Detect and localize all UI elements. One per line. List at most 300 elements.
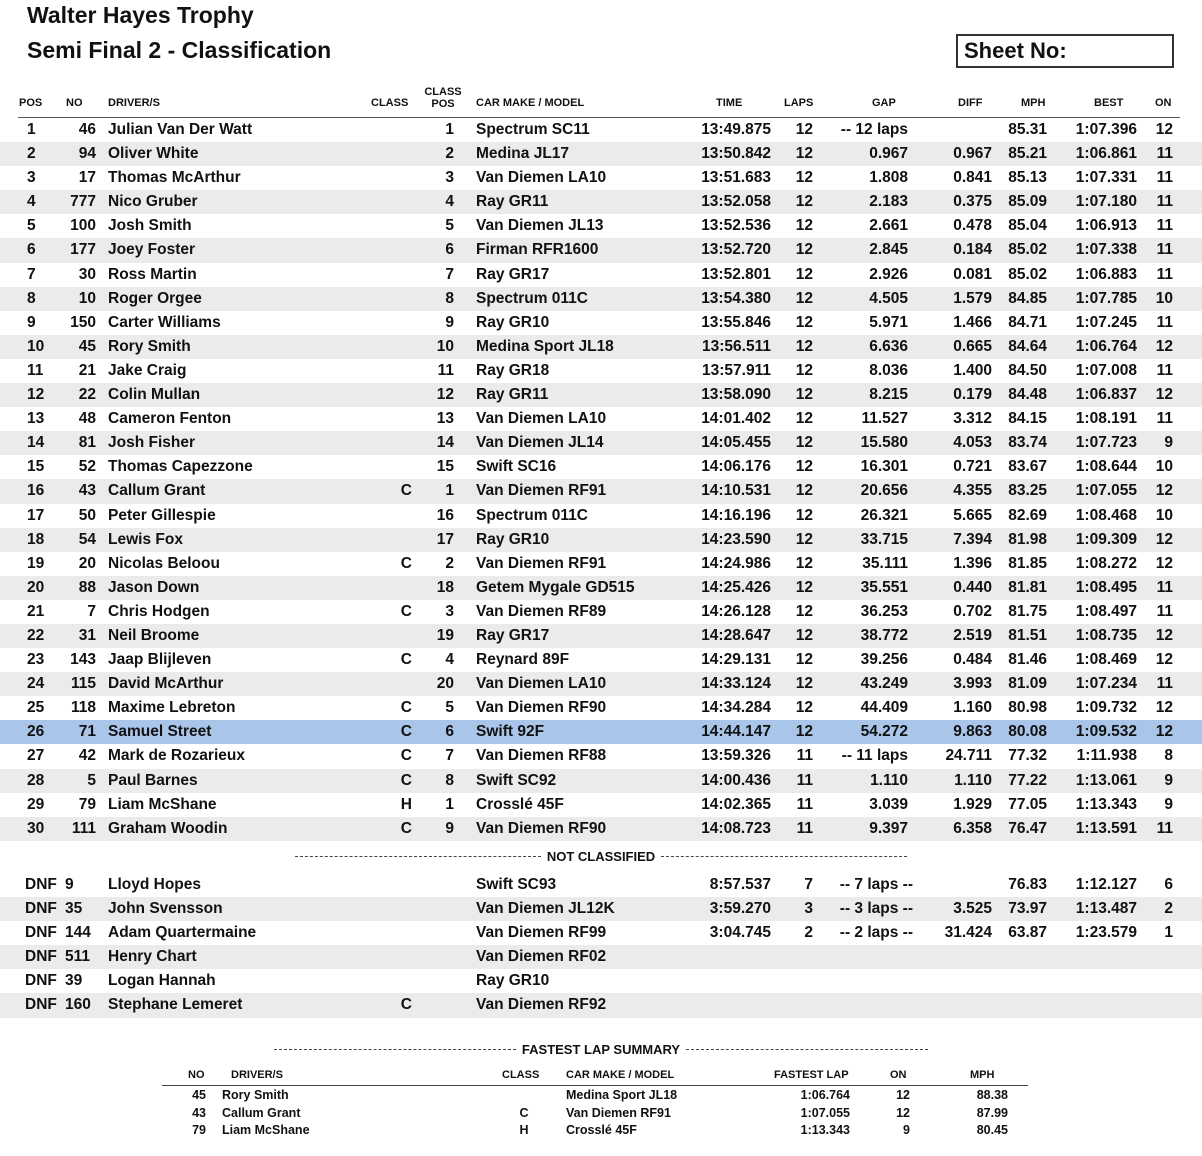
time-cell: 13:54.380 — [701, 289, 771, 307]
mph-cell: 84.50 — [1008, 361, 1047, 379]
laps-cell: 2 — [804, 924, 813, 942]
mph-cell: 84.71 — [1008, 313, 1047, 331]
table-row — [0, 190, 1202, 214]
car-number-cell: 79 — [78, 795, 96, 813]
table-row — [0, 720, 1202, 744]
mph-cell: 85.13 — [1008, 169, 1047, 187]
mph-cell: 63.87 — [1008, 924, 1047, 942]
pos-cell: 23 — [27, 651, 45, 669]
time-cell: 14:44.147 — [701, 723, 771, 741]
class-pos-cell: 7 — [445, 265, 454, 283]
fl-col-class: CLASS — [502, 1069, 540, 1081]
on-lap-cell: 12 — [896, 1088, 910, 1102]
table-row — [0, 600, 1202, 624]
fl-col-fastest: FASTEST LAP — [774, 1069, 849, 1081]
on-lap-cell: 12 — [1155, 386, 1173, 404]
car-number-cell: 50 — [78, 506, 96, 524]
mph-cell: 83.67 — [1008, 458, 1047, 476]
diff-cell: 3.525 — [953, 900, 992, 918]
time-cell: 14:05.455 — [701, 434, 771, 452]
gap-cell: 8.215 — [869, 386, 908, 404]
table-row — [0, 479, 1202, 503]
on-lap-cell: 11 — [1156, 578, 1173, 596]
mph-cell: 80.98 — [1008, 699, 1047, 717]
fl-col-no: NO — [188, 1069, 205, 1081]
table-row — [0, 696, 1202, 720]
mph-cell: 81.81 — [1008, 578, 1047, 596]
pos-cell: 2 — [27, 145, 36, 163]
car-model-cell: Spectrum 011C — [476, 506, 588, 524]
time-cell: 14:26.128 — [701, 602, 771, 620]
best-lap-cell: 1:06.913 — [1075, 217, 1137, 235]
diff-cell: 0.841 — [953, 169, 992, 187]
time-cell: 14:00.436 — [701, 771, 771, 789]
gap-cell: 16.301 — [860, 458, 908, 476]
gap-cell: 8.036 — [869, 361, 908, 379]
time-cell: 13:52.058 — [701, 193, 771, 211]
time-cell: 3:59.270 — [709, 900, 771, 918]
diff-cell: 3.993 — [953, 675, 992, 693]
driver-cell: Josh Fisher — [108, 434, 195, 452]
table-row — [0, 359, 1202, 383]
divider-dash-right — [661, 856, 907, 857]
results-table-body — [0, 118, 1202, 841]
on-lap-cell: 11 — [1156, 361, 1173, 379]
pos-cell: 17 — [27, 506, 45, 524]
col-class-pos-line1: CLASS — [424, 86, 462, 98]
laps-cell: 12 — [795, 699, 813, 717]
class-pos-cell: 9 — [445, 819, 454, 837]
not-classified-label: NOT CLASSIFIED — [546, 849, 656, 865]
class-pos-cell: 10 — [436, 337, 454, 355]
car-model-cell: Van Diemen RF92 — [476, 996, 607, 1014]
table-row — [0, 624, 1202, 648]
driver-cell: Henry Chart — [108, 948, 197, 966]
gap-cell: 43.249 — [860, 675, 908, 693]
car-model-cell: Firman RFR1600 — [476, 241, 599, 259]
driver-cell: Samuel Street — [108, 723, 212, 741]
driver-cell: Paul Barnes — [108, 771, 198, 789]
pos-cell: 15 — [27, 458, 45, 476]
pos-cell: 20 — [27, 578, 45, 596]
diff-cell: 6.358 — [953, 819, 992, 837]
pos-cell: 18 — [27, 530, 45, 548]
laps-cell: 11 — [796, 747, 813, 765]
laps-cell: 12 — [795, 651, 813, 669]
car-number-cell: 79 — [192, 1123, 206, 1137]
gap-cell: -- 3 laps -- — [839, 900, 913, 918]
car-model-cell: Van Diemen RF90 — [476, 819, 607, 837]
pos-cell: 4 — [27, 193, 36, 211]
car-number-cell: 115 — [70, 675, 96, 693]
driver-cell: Josh Smith — [108, 217, 192, 235]
mph-cell: 85.09 — [1008, 193, 1047, 211]
fastest-lap-row — [0, 1105, 1202, 1123]
best-lap-cell: 1:07.055 — [1075, 482, 1137, 500]
on-lap-cell: 11 — [1156, 313, 1173, 331]
time-cell: 13:52.801 — [701, 265, 771, 283]
driver-cell: Jason Down — [108, 578, 200, 596]
driver-cell: Peter Gillespie — [108, 506, 216, 524]
class-pos-cell: 5 — [445, 699, 454, 717]
diff-cell: 5.665 — [953, 506, 992, 524]
driver-cell: Jaap Blijleven — [108, 651, 212, 669]
car-model-cell: Crosslé 45F — [476, 795, 564, 813]
driver-cell: Stephane Lemeret — [108, 996, 243, 1014]
best-lap-cell: 1:07.331 — [1075, 169, 1137, 187]
car-number-cell: 17 — [78, 169, 96, 187]
diff-cell: 4.053 — [953, 434, 992, 452]
diff-cell: 1.400 — [953, 361, 992, 379]
pos-cell: 9 — [27, 313, 36, 331]
on-lap-cell: 6 — [1164, 876, 1173, 893]
fastest-lap-label: FASTEST LAP SUMMARY — [521, 1042, 681, 1058]
driver-cell: Nicolas Beloou — [108, 554, 220, 572]
dnf-row — [0, 897, 1202, 921]
gap-cell: 2.926 — [869, 265, 908, 283]
laps-cell: 12 — [795, 458, 813, 476]
best-lap-cell: 1:13.487 — [1075, 900, 1137, 918]
on-lap-cell: 2 — [1164, 900, 1173, 918]
class-pos-cell: 1 — [445, 795, 454, 813]
driver-cell: Oliver White — [108, 145, 199, 163]
diff-cell: 31.424 — [944, 924, 992, 942]
on-lap-cell: 11 — [1156, 193, 1173, 211]
laps-cell: 12 — [795, 289, 813, 307]
driver-cell: David McArthur — [108, 675, 224, 693]
car-model-cell: Van Diemen JL12K — [476, 900, 615, 918]
class-pos-cell: 9 — [445, 313, 454, 331]
on-lap-cell: 12 — [1155, 121, 1173, 138]
car-number-cell: 42 — [78, 747, 96, 765]
best-lap-cell: 1:06.764 — [1075, 337, 1137, 355]
car-number-cell: 22 — [78, 386, 96, 404]
on-lap-cell: 12 — [1155, 651, 1173, 669]
gap-cell: 1.110 — [870, 771, 908, 789]
car-model-cell: Van Diemen LA10 — [476, 169, 607, 187]
col-time: TIME — [716, 97, 743, 109]
pos-cell: 3 — [27, 169, 36, 187]
best-lap-cell: 1:13.343 — [1075, 795, 1137, 813]
on-lap-cell: 11 — [1156, 217, 1173, 235]
class-cell: C — [400, 651, 412, 669]
mph-cell: 80.08 — [1008, 723, 1047, 741]
car-number-cell: 45 — [78, 337, 96, 355]
pos-cell: 12 — [27, 386, 45, 404]
pos-cell: 27 — [27, 747, 45, 765]
gap-cell: 36.253 — [860, 602, 908, 620]
col-car: CAR MAKE / MODEL — [476, 97, 585, 109]
pos-cell: 30 — [27, 819, 45, 837]
mph-cell: 85.02 — [1008, 265, 1047, 283]
driver-cell: Maxime Lebreton — [108, 699, 236, 717]
diff-cell: 1.466 — [953, 313, 992, 331]
on-lap-cell: 11 — [1156, 410, 1173, 428]
diff-cell: 0.478 — [953, 217, 992, 235]
class-cell: C — [400, 747, 412, 765]
fl-col-car: CAR MAKE / MODEL — [566, 1069, 675, 1081]
car-model-cell: Van Diemen LA10 — [476, 675, 607, 693]
class-pos-cell: 8 — [445, 289, 454, 307]
laps-cell: 11 — [796, 819, 813, 837]
pos-cell: 21 — [27, 602, 45, 620]
best-lap-cell: 1:07.338 — [1075, 241, 1137, 259]
table-row — [0, 335, 1202, 359]
car-number-cell: 10 — [78, 289, 96, 307]
car-model-cell: Van Diemen RF90 — [476, 699, 607, 717]
best-lap-cell: 1:08.191 — [1075, 410, 1137, 428]
laps-cell: 12 — [795, 121, 813, 138]
car-model-cell: Ray GR11 — [476, 386, 549, 404]
gap-cell: 1.808 — [869, 169, 908, 187]
laps-cell: 12 — [795, 386, 813, 404]
mph-cell: 77.32 — [1008, 747, 1047, 765]
car-number-cell: 54 — [78, 530, 96, 548]
mph-cell: 85.02 — [1008, 241, 1047, 259]
best-lap-cell: 1:07.396 — [1075, 121, 1137, 138]
col-class-pos — [423, 86, 463, 110]
class-pos-cell: 1 — [445, 482, 454, 500]
class-pos-cell: 6 — [445, 241, 454, 259]
car-model-cell: Ray GR17 — [476, 265, 550, 283]
laps-cell: 12 — [795, 193, 813, 211]
gap-cell: 11.527 — [861, 410, 908, 428]
best-lap-cell: 1:23.579 — [1075, 924, 1137, 942]
time-cell: 14:24.986 — [701, 554, 771, 572]
pos-cell: 14 — [27, 434, 45, 452]
mph-cell: 81.51 — [1008, 626, 1047, 644]
car-number-cell: 71 — [78, 723, 96, 741]
best-lap-cell: 1:09.532 — [1075, 723, 1137, 741]
diff-cell: 0.967 — [953, 145, 992, 163]
diff-cell: 1.929 — [953, 795, 992, 813]
gap-cell: 2.845 — [869, 241, 908, 259]
mph-cell: 77.05 — [1008, 795, 1047, 813]
car-number-cell: 111 — [71, 819, 96, 837]
on-lap-cell: 11 — [1156, 241, 1173, 259]
fastest-lap-divider — [0, 1041, 1202, 1061]
mph-cell: 81.75 — [1008, 602, 1047, 620]
on-lap-cell: 11 — [1156, 602, 1173, 620]
table-row — [0, 407, 1202, 431]
on-lap-cell: 8 — [1164, 747, 1173, 765]
driver-cell: Roger Orgee — [108, 289, 202, 307]
driver-cell: Julian Van Der Watt — [108, 121, 253, 138]
mph-cell: 84.64 — [1008, 337, 1047, 355]
mph-cell: 85.21 — [1008, 145, 1047, 163]
pos-cell: DNF — [25, 996, 57, 1014]
car-model-cell: Reynard 89F — [476, 651, 570, 669]
class-cell: H — [519, 1123, 529, 1137]
on-lap-cell: 12 — [1155, 530, 1173, 548]
col-pos: POS — [19, 97, 43, 109]
laps-cell: 12 — [795, 578, 813, 596]
pos-cell: 25 — [27, 699, 45, 717]
sheet-number-box: Sheet No: — [956, 34, 1174, 68]
time-cell: 13:59.326 — [701, 747, 771, 765]
car-number-cell: 39 — [65, 972, 83, 990]
col-gap: GAP — [872, 97, 896, 109]
driver-cell: Lloyd Hopes — [108, 876, 202, 893]
driver-cell: Joey Foster — [108, 241, 196, 259]
pos-cell: 11 — [27, 361, 44, 379]
driver-cell: Thomas Capezzone — [108, 458, 253, 476]
gap-cell: 3.039 — [869, 795, 908, 813]
mph-cell: 81.98 — [1008, 530, 1047, 548]
best-lap-cell: 1:07.008 — [1075, 361, 1137, 379]
laps-cell: 12 — [795, 554, 813, 572]
pos-cell: DNF — [25, 972, 57, 990]
diff-cell: 1.160 — [953, 699, 992, 717]
car-model-cell: Van Diemen RF88 — [476, 747, 607, 765]
gap-cell: -- 11 laps — [841, 747, 908, 765]
laps-cell: 12 — [795, 169, 813, 187]
page-title: Walter Hayes Trophy — [27, 2, 254, 28]
time-cell: 14:28.647 — [701, 626, 771, 644]
class-pos-cell: 16 — [436, 506, 454, 524]
class-pos-cell: 8 — [445, 771, 454, 789]
laps-cell: 12 — [795, 602, 813, 620]
car-model-cell: Van Diemen RF99 — [476, 924, 607, 942]
mph-cell: 84.48 — [1008, 386, 1047, 404]
laps-cell: 12 — [795, 241, 813, 259]
best-lap-cell: 1:07.785 — [1075, 289, 1137, 307]
class-pos-cell: 7 — [445, 747, 454, 765]
gap-cell: -- 2 laps -- — [839, 924, 913, 942]
car-model-cell: Van Diemen RF91 — [566, 1105, 671, 1120]
class-pos-cell: 2 — [445, 145, 454, 163]
on-lap-cell: 12 — [1155, 482, 1173, 500]
best-lap-cell: 1:13.061 — [1075, 771, 1137, 789]
best-lap-cell: 1:12.127 — [1075, 876, 1137, 893]
diff-cell: 9.863 — [953, 723, 992, 741]
table-row — [0, 214, 1202, 238]
gap-cell: -- 12 laps — [840, 121, 908, 138]
car-number-cell: 7 — [87, 602, 96, 620]
car-model-cell: Van Diemen LA10 — [476, 410, 607, 428]
table-row — [0, 817, 1202, 841]
fastest-lap-row — [0, 1122, 1202, 1140]
table-row — [0, 166, 1202, 190]
pos-cell: 6 — [27, 241, 36, 259]
car-model-cell: Spectrum SC11 — [476, 121, 590, 138]
car-model-cell: Van Diemen JL14 — [476, 434, 604, 452]
car-number-cell: 88 — [78, 578, 96, 596]
time-cell: 14:23.590 — [701, 530, 771, 548]
car-number-cell: 30 — [78, 265, 96, 283]
class-cell: C — [400, 554, 412, 572]
class-pos-cell: 15 — [436, 458, 454, 476]
class-pos-cell: 14 — [436, 434, 454, 452]
pos-cell: DNF — [25, 948, 57, 966]
dnf-row — [0, 945, 1202, 969]
fl-col-on: ON — [890, 1069, 907, 1081]
table-row — [0, 455, 1202, 479]
time-cell: 13:56.511 — [702, 337, 771, 355]
time-cell: 13:52.536 — [701, 217, 771, 235]
class-cell: C — [400, 602, 412, 620]
mph-cell: 85.31 — [1008, 121, 1047, 138]
driver-cell: Chris Hodgen — [108, 602, 210, 620]
mph-cell: 80.45 — [976, 1123, 1008, 1137]
car-number-cell: 511 — [65, 948, 91, 966]
class-pos-cell: 2 — [445, 554, 454, 572]
pos-cell: 5 — [27, 217, 36, 235]
car-number-cell: 160 — [65, 996, 91, 1014]
mph-cell: 81.09 — [1008, 675, 1047, 693]
time-cell: 14:02.365 — [701, 795, 771, 813]
laps-cell: 12 — [795, 482, 813, 500]
gap-cell: 38.772 — [860, 626, 908, 644]
page-subtitle: Semi Final 2 - Classification — [27, 37, 332, 63]
table-row — [0, 528, 1202, 552]
diff-cell: 0.440 — [953, 578, 992, 596]
gap-cell: 33.715 — [860, 530, 908, 548]
diff-cell: 4.355 — [953, 482, 992, 500]
car-number-cell: 5 — [87, 771, 96, 789]
diff-cell: 1.110 — [954, 771, 992, 789]
col-mph: MPH — [1021, 97, 1046, 109]
car-model-cell: Swift SC92 — [476, 771, 557, 789]
gap-cell: 35.551 — [860, 578, 908, 596]
class-pos-cell: 12 — [436, 386, 454, 404]
time-cell: 14:34.284 — [701, 699, 771, 717]
col-laps: LAPS — [784, 97, 814, 109]
pos-cell: 16 — [27, 482, 45, 500]
mph-cell: 77.22 — [1008, 771, 1047, 789]
car-number-cell: 35 — [65, 900, 83, 918]
gap-cell: 0.967 — [869, 145, 908, 163]
table-row — [0, 118, 1202, 142]
class-pos-cell: 19 — [436, 626, 454, 644]
best-lap-cell: 1:06.861 — [1075, 145, 1137, 163]
best-lap-cell: 1:08.644 — [1075, 458, 1137, 476]
diff-cell: 1.396 — [953, 554, 992, 572]
diff-cell: 7.394 — [953, 530, 992, 548]
car-model-cell: Ray GR10 — [476, 313, 550, 331]
laps-cell: 3 — [804, 900, 813, 918]
col-class: CLASS — [371, 97, 409, 109]
pos-cell: 10 — [27, 337, 45, 355]
best-lap-cell: 1:08.468 — [1075, 506, 1137, 524]
gap-cell: 20.656 — [860, 482, 908, 500]
best-lap-cell: 1:08.735 — [1075, 626, 1137, 644]
pos-cell: DNF — [25, 924, 57, 942]
dnf-row — [0, 993, 1202, 1017]
laps-cell: 12 — [795, 410, 813, 428]
car-model-cell: Van Diemen RF91 — [476, 482, 607, 500]
car-model-cell: Swift SC16 — [476, 458, 557, 476]
car-model-cell: Van Diemen JL13 — [476, 217, 604, 235]
time-cell: 8:57.537 — [709, 876, 771, 893]
car-number-cell: 21 — [78, 361, 96, 379]
time-cell: 13:58.090 — [701, 386, 771, 404]
best-lap-cell: 1:07.180 — [1075, 193, 1137, 211]
driver-cell: Lewis Fox — [108, 530, 183, 548]
class-cell: C — [400, 482, 412, 500]
driver-cell: Jake Craig — [108, 361, 187, 379]
pos-cell: 13 — [27, 410, 45, 428]
mph-cell: 81.46 — [1008, 651, 1047, 669]
time-cell: 13:49.875 — [701, 121, 771, 138]
fl-divider-dash-right — [686, 1049, 928, 1050]
car-number-cell: 20 — [78, 554, 96, 572]
diff-cell: 0.081 — [953, 265, 992, 283]
car-model-cell: Swift SC93 — [476, 876, 557, 893]
on-lap-cell: 9 — [1164, 795, 1173, 813]
class-cell: C — [519, 1105, 529, 1120]
car-number-cell: 777 — [70, 193, 96, 211]
